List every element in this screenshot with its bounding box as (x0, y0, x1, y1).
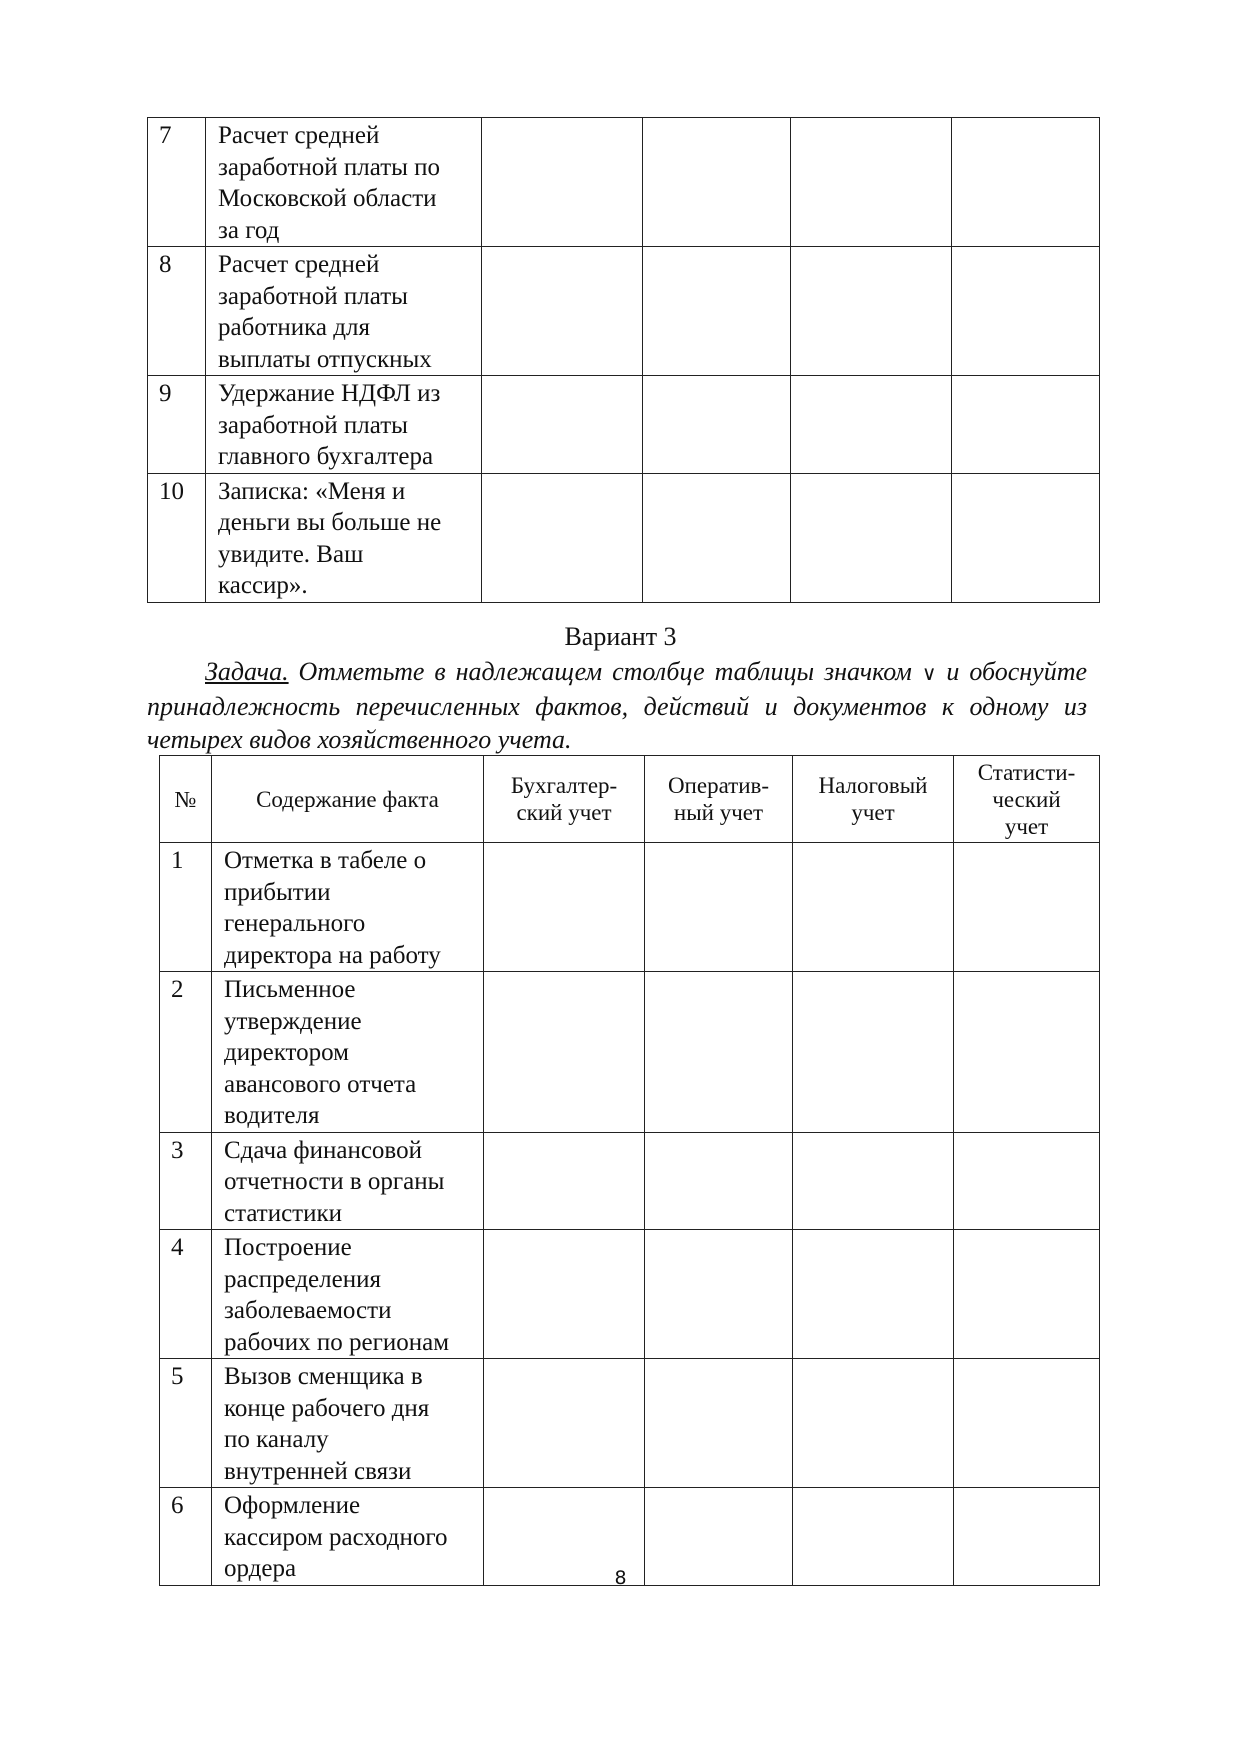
answer-cell[interactable] (952, 376, 1100, 474)
answer-cell[interactable] (484, 1132, 645, 1230)
fact-text: Отметка в табеле о прибытии генерального директора на работу (224, 847, 441, 969)
answer-cell[interactable] (484, 972, 645, 1133)
task-paragraph (147, 655, 1087, 756)
answer-cell[interactable] (645, 1230, 793, 1359)
table-row (160, 972, 1100, 1133)
header-tax: Налоговый учет (818, 773, 928, 825)
fact-text: Построение распределения заболеваемости рабочих по регионам (224, 1234, 450, 1356)
task-label: Задача. (205, 657, 289, 686)
row-number: 7 (159, 122, 172, 149)
row-number: 5 (171, 1363, 184, 1390)
answer-cell[interactable] (791, 376, 952, 474)
answer-cell[interactable] (645, 972, 793, 1133)
row-number: 2 (171, 976, 184, 1003)
answer-cell[interactable] (954, 843, 1100, 972)
fact-text: Оформление кассиром расходного ордера (224, 1492, 448, 1582)
answer-cell[interactable] (954, 1230, 1100, 1359)
answer-cell[interactable] (482, 376, 643, 474)
row-number: 4 (171, 1234, 184, 1261)
table-row (148, 247, 1100, 376)
fact-text: Вызов сменщика в конце рабочего дня по каналу внутренней связи (224, 1363, 430, 1485)
table-continuation (147, 117, 1100, 603)
table-row (148, 118, 1100, 247)
answer-cell[interactable] (954, 972, 1100, 1133)
page-number: 8 (614, 1567, 627, 1589)
answer-cell[interactable] (643, 376, 791, 474)
fact-text: Записка: «Меня и деньги вы больше не увидите. Ваш кассир». (218, 477, 442, 599)
table-row (160, 1359, 1100, 1488)
table-row (148, 473, 1100, 602)
answer-cell[interactable] (952, 473, 1100, 602)
answer-cell[interactable] (484, 1230, 645, 1359)
fact-text: Расчет средней заработной платы по Московской области за год (218, 122, 441, 244)
answer-cell[interactable] (954, 1359, 1100, 1488)
answer-cell[interactable] (482, 473, 643, 602)
fact-text: Сдача финансовой отчетности в органы статистики (224, 1136, 445, 1227)
answer-cell[interactable] (643, 247, 791, 376)
answer-cell[interactable] (952, 118, 1100, 247)
answer-cell[interactable] (645, 1132, 793, 1230)
fact-text: Расчет средней заработной платы работника для выплаты отпускных (218, 251, 432, 373)
answer-cell[interactable] (793, 1132, 954, 1230)
table-row (160, 1230, 1100, 1359)
fact-text: Удержание НДФЛ из заработной платы главного бухгалтера (218, 380, 441, 470)
row-number: 1 (171, 847, 184, 874)
answer-cell[interactable] (643, 473, 791, 602)
header-operational: Оператив- ный учет (667, 773, 770, 825)
answer-cell[interactable] (482, 118, 643, 247)
header-number: № (174, 786, 197, 812)
answer-cell[interactable] (954, 1132, 1100, 1230)
header-content: Содержание факта (256, 786, 439, 812)
fact-text: Письменное утверждение директором авансового отчета водителя (224, 976, 417, 1129)
check-mark-icon: ∨ (921, 661, 937, 685)
answer-cell[interactable] (793, 972, 954, 1133)
answer-cell[interactable] (793, 843, 954, 972)
row-number: 8 (159, 251, 172, 278)
answer-cell[interactable] (484, 1359, 645, 1488)
answer-cell[interactable] (482, 247, 643, 376)
header-statistical: Статисти- ческий учет (977, 759, 1076, 839)
answer-cell[interactable] (645, 1359, 793, 1488)
table-row (148, 376, 1100, 474)
table-main (159, 755, 1100, 1586)
row-number: 9 (159, 380, 172, 407)
answer-cell[interactable] (791, 247, 952, 376)
task-text: Отметьте в надлежащем столбце таблицы значком (288, 657, 922, 686)
row-number: 3 (171, 1136, 184, 1164)
answer-cell[interactable] (791, 118, 952, 247)
answer-cell[interactable] (645, 843, 793, 972)
table-row (160, 843, 1100, 972)
answer-cell[interactable] (793, 1359, 954, 1488)
answer-cell[interactable] (791, 473, 952, 602)
table-row (160, 1132, 1100, 1230)
header-accounting: Бухгалтер- ский учет (510, 773, 618, 825)
answer-cell[interactable] (643, 118, 791, 247)
answer-cell[interactable] (793, 1230, 954, 1359)
answer-cell[interactable] (952, 247, 1100, 376)
row-number: 6 (171, 1492, 184, 1519)
answer-cell[interactable] (484, 843, 645, 972)
variant-title: Вариант 3 (564, 622, 677, 651)
row-number: 10 (159, 477, 184, 505)
table-header-row (160, 756, 1100, 843)
task-text-continued: и обоснуйте принадлежность перечисленных фактов, действий и документов к одному из четырех видов хозяйственного учета. (147, 657, 1088, 754)
